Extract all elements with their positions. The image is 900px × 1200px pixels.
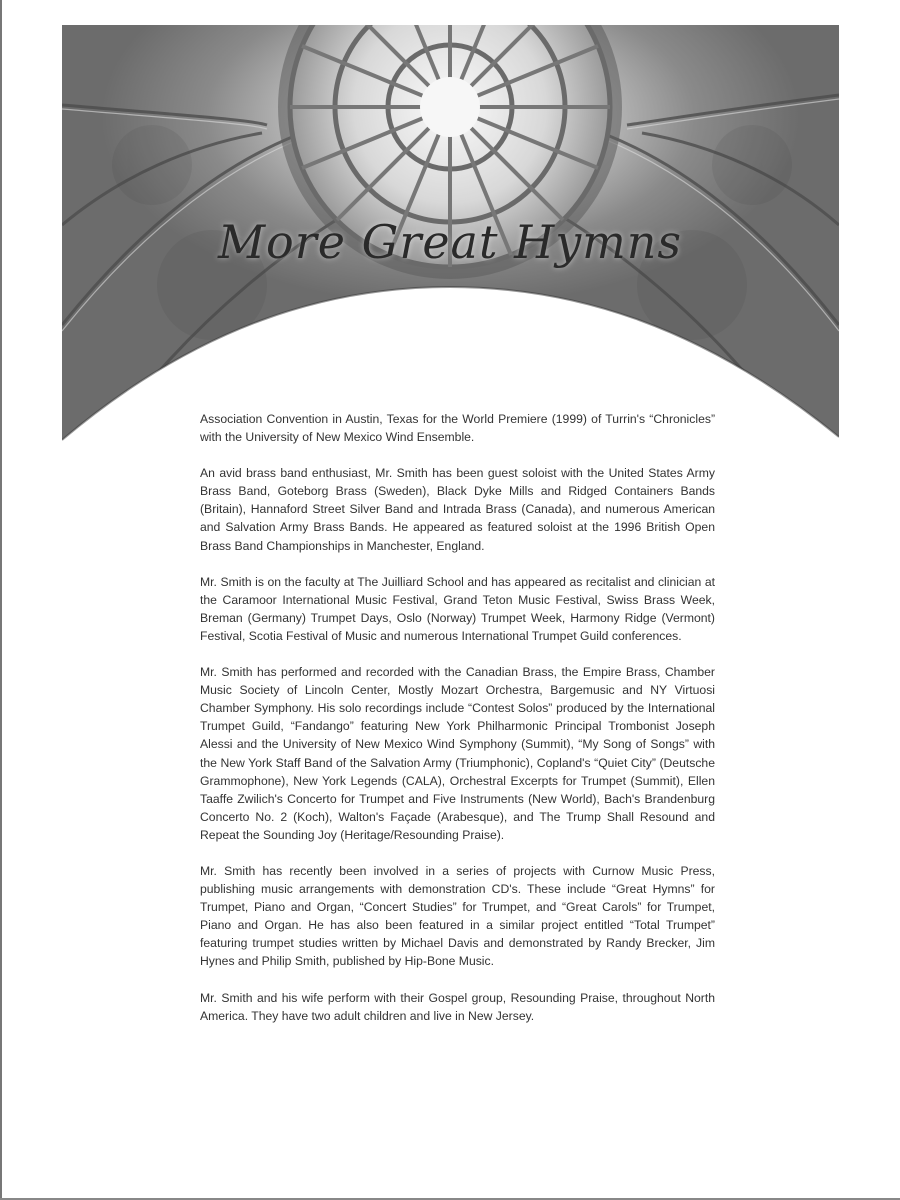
paragraph: An avid brass band enthusiast, Mr. Smith has been guest soloist with the United States Army Brass Band, Goteborg Brass (Sweden), Black Dyke Mills and Ridged Containers Bands (Britain), Hannaford Street Silver Band and Intrada Brass (Canada), and numerous American and Salvation Army Brass Bands. He appeared as featured soloist at the 1996 British Open Brass Band Championships in Manchester, England. — [200, 466, 715, 553]
page-border-left — [0, 0, 2, 1200]
biography-text — [200, 410, 715, 1043]
paragraph: Mr. Smith is on the faculty at The Juilliard School and has appeared as recitalist and clinician at the Caramoor International Music Festival, Grand Teton Music Festival, Swiss Brass Week, Breman (Germany) Trumpet Days, Oslo (Norway) Trumpet Week, Harmony Ridge (Vermont) Festival, Scotia Festival of Music and numerous International Trumpet Guild conferences. — [200, 574, 715, 643]
page-title: More Great Hymns — [217, 215, 683, 269]
paragraph: Association Convention in Austin, Texas for the World Premiere (1999) of Turrin's “Chronicles” with the University of New Mexico Wind Ensemble. — [200, 412, 715, 445]
paragraph: Mr. Smith and his wife perform with their Gospel group, Resounding Praise, throughout North America. They have two adult children and live in New Jersey. — [200, 990, 715, 1023]
paragraph: Mr. Smith has recently been involved in a series of projects with Curnow Music Press, publishing music arrangements with demonstration CD's. These include “Great Hymns” for Trumpet, Piano and Organ, “Concert Studies” for Trumpet, and “Great Carols” for Trumpet, Piano and Organ. He has also been featured in a similar project entitled “Total Trumpet” featuring trumpet studies written by Michael Davis and demonstrated by Randy Brecker, Jim Hynes and Philip Smith, published by Hip-Bone Music. — [200, 863, 715, 969]
paragraph: Mr. Smith has performed and recorded with the Canadian Brass, the Empire Brass, Chamber Music Society of Lincoln Center, Mostly Mozart Orchestra, Bargemusic and NY Virtuosi Chamber Symphony. His solo recordings include “Contest Solos” produced by the International Trumpet Guild, “Fandango” featuring New York Philharmonic Principal Trombonist Joseph Alessi and the University of New Mexico Wind Symphony (Summit), “My Song of Songs” with the New York Staff Band of the Salvation Army (Triumphonic), Copland's “Quiet City” (Deutsche Grammophone), New York Legends (CALA), Orchestral Excerpts for Trumpet (Summit), Ellen Taaffe Zwilich's Concerto for Trumpet and Five Instruments (New World), Bach's Brandenburg Concerto No. 2 (Koch), Walton's Façade (Arabesque), and The Trump Shall Resound and Repeat the Sounding Joy (Heritage/Resounding Praise). — [200, 665, 715, 842]
